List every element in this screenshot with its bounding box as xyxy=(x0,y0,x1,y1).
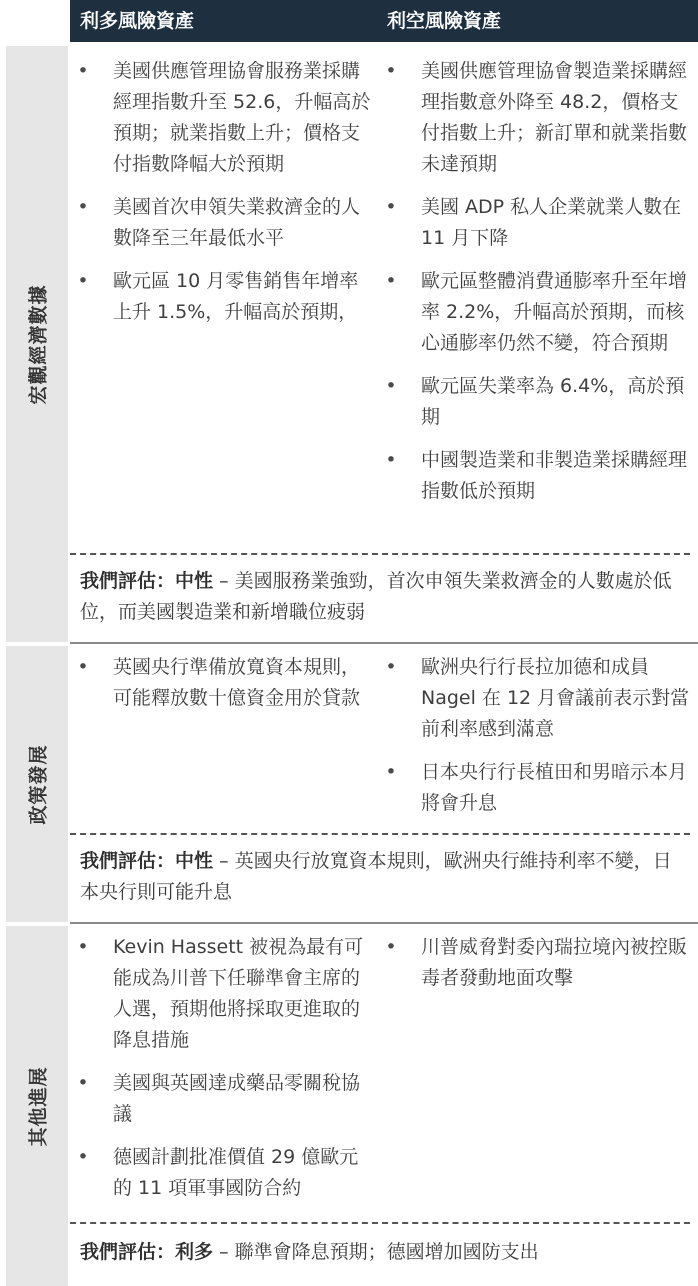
section-label-text: 政策發展 xyxy=(27,743,50,825)
list-item: • 中國製造業和非製造業採購經理指數低於預期 xyxy=(384,445,690,507)
list-item: • 美國供應管理協會製造業採購經理指數意外降至 48.2，價格支付指數上升；新訂單和就業指數未達預期 xyxy=(384,56,690,180)
header-negative: 利空風險資產 xyxy=(387,10,502,32)
divider-dashed xyxy=(70,553,690,555)
assessment-policy xyxy=(80,846,684,908)
bullet-icon: • xyxy=(77,1146,89,1168)
section-label-text: 宏觀經濟數據 xyxy=(27,283,50,405)
bullet-icon: • xyxy=(385,656,397,678)
assessment-other xyxy=(80,1237,684,1268)
bullet-icon: • xyxy=(385,60,397,82)
divider-dashed xyxy=(70,833,690,835)
macro-negative-list xyxy=(384,56,690,519)
bullet-icon: • xyxy=(385,196,397,218)
bullet-icon: • xyxy=(77,656,89,678)
macro-positive-list xyxy=(76,56,376,340)
assessment-text: – 聯準會降息預期；德國增加國防支出 xyxy=(213,1241,539,1263)
section-label-macro xyxy=(6,46,68,642)
list-item: • 美國供應管理協會服務業採購經理指數升至 52.6，升幅高於預期；就業指數上升；價格支付指數降幅大於預期 xyxy=(76,56,376,180)
bullet-icon: • xyxy=(77,270,89,292)
bullet-icon: • xyxy=(385,270,397,292)
list-item: • 歐元區整體消費通膨率升至年增率 2.2%，升幅高於預期，而核心通膨率仍然不變，符合預期 xyxy=(384,266,690,359)
divider-dashed xyxy=(70,1222,690,1224)
section-label-other xyxy=(6,926,68,1286)
list-item: • 美國首次申領失業救濟金的人數降至三年最低水平 xyxy=(76,192,376,254)
section-divider xyxy=(70,642,698,644)
list-item: • 美國與英國達成藥品零關稅協議 xyxy=(76,1068,376,1130)
bullet-icon: • xyxy=(77,196,89,218)
list-item: • 英國央行準備放寬資本規則，可能釋放數十億資金用於貸款 xyxy=(76,652,376,714)
bullet-icon: • xyxy=(77,60,89,82)
bullet-icon: • xyxy=(385,936,397,958)
other-positive-list xyxy=(76,932,376,1216)
list-item: • 美國 ADP 私人企業就業人數在 11 月下降 xyxy=(384,192,690,254)
assessment-text: – 美國服務業強勁，首次申領失業救濟金的人數處於低位，而美國製造業和新增職位疲弱 xyxy=(80,570,672,623)
assessment-rating: 中性 xyxy=(175,570,214,592)
assessment-prefix: 我們評估： xyxy=(80,850,176,872)
bullet-icon: • xyxy=(385,449,397,471)
bullet-icon: • xyxy=(77,1072,89,1094)
header-positive: 利多風險資產 xyxy=(80,10,195,32)
policy-positive-list xyxy=(76,652,376,726)
list-item: • 德國計劃批准價值 29 億歐元的 11 項軍事國防合約 xyxy=(76,1142,376,1204)
table-header xyxy=(70,0,698,42)
assessment-prefix: 我們評估： xyxy=(80,570,176,592)
list-item: • Kevin Hassett 被視為最有可能成為川普下任聯準會主席的人選，預期他將採取更進取的降息措施 xyxy=(76,932,376,1056)
section-label-policy xyxy=(6,646,68,922)
section-label-text: 其他進展 xyxy=(27,1065,50,1147)
assessment-macro xyxy=(80,566,684,628)
bullet-icon: • xyxy=(385,761,397,783)
bullet-icon: • xyxy=(385,375,397,397)
assessment-rating: 中性 xyxy=(175,850,214,872)
section-divider xyxy=(70,922,698,924)
assessment-rating: 利多 xyxy=(175,1241,214,1263)
list-item: • 歐元區 10 月零售銷售年增率上升 1.5%，升幅高於預期， xyxy=(76,266,376,328)
list-item: • 川普威脅對委內瑞拉境內被控販毒者發動地面攻擊 xyxy=(384,932,690,994)
list-item: • 歐洲央行行長拉加德和成員 Nagel 在 12 月會議前表示對當前利率感到滿意 xyxy=(384,652,690,745)
list-item: • 日本央行行長植田和男暗示本月將會升息 xyxy=(384,757,690,819)
assessment-prefix: 我們評估： xyxy=(80,1241,176,1263)
other-negative-list xyxy=(384,932,690,1006)
assessment-text: – 英國央行放寬資本規則，歐洲央行維持利率不變，日本央行則可能升息 xyxy=(80,850,672,903)
list-item: • 歐元區失業率為 6.4%，高於預期 xyxy=(384,371,690,433)
bullet-icon: • xyxy=(77,936,89,958)
policy-negative-list xyxy=(384,652,690,831)
